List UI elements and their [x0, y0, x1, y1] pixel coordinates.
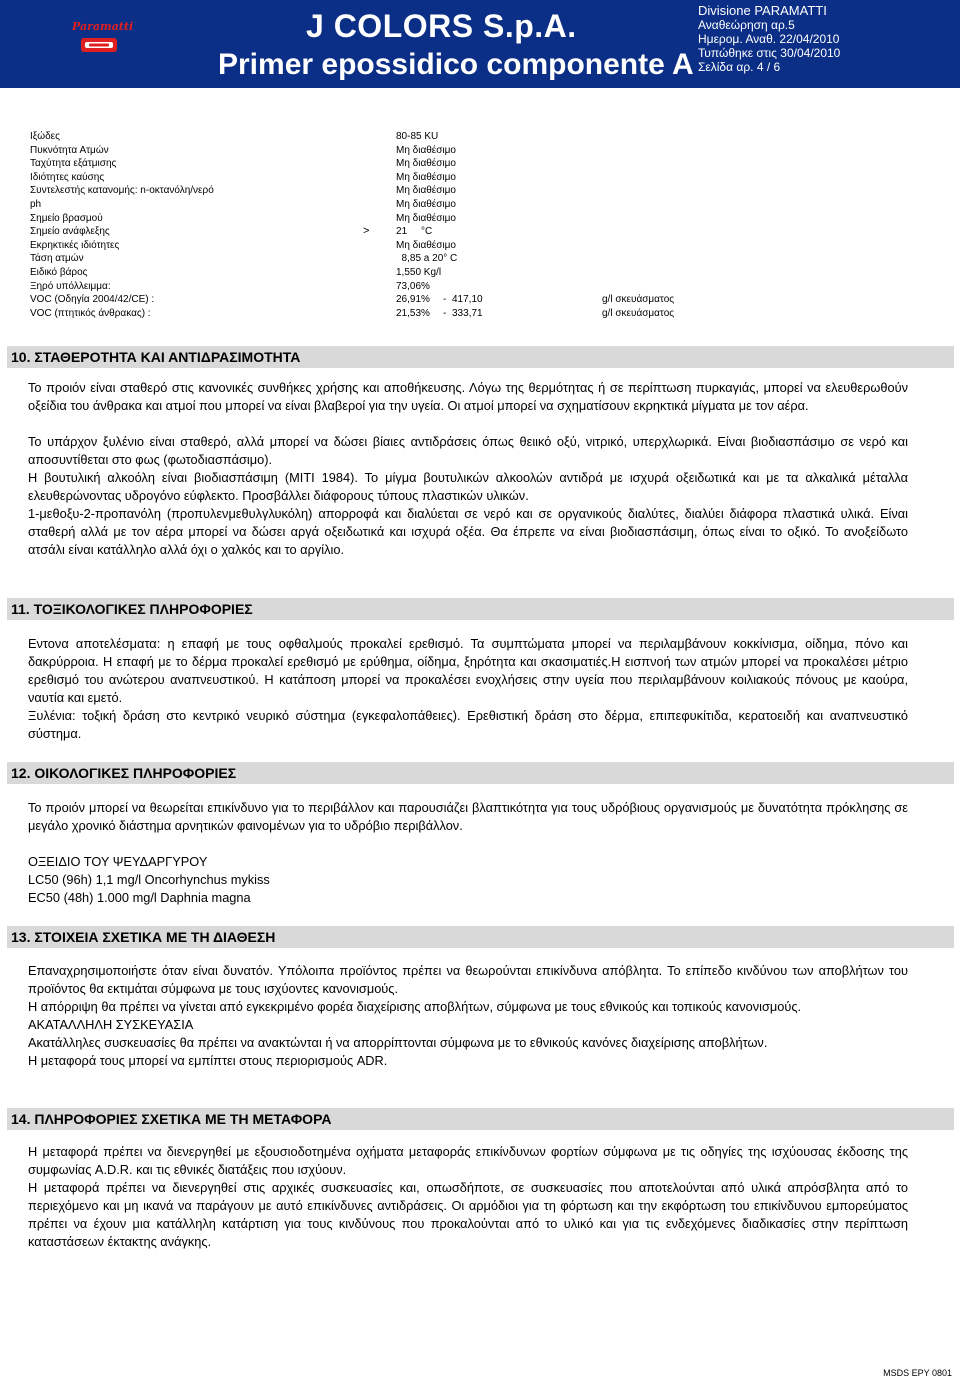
- section-13-title: 13. ΣΤΟΙΧΕΙΑ ΣΧΕΤΙΚΑ ΜΕ ΤΗ ΔΙΑΘΕΣΗ: [7, 926, 954, 948]
- property-comparator: >: [363, 225, 370, 238]
- property-value: 21 °C: [396, 226, 433, 238]
- section-14-paragraph-2: Η μεταφορά πρέπει να διενεργηθεί στις αρχικές συσκευασίες και, οπωσδήποτε, σε συσκευασίες που αποτελούνται από υλικά απρόσβλητα από το περιεχόμενο και μη ικανά να παράγουν με αυτό επικίνδυνες αντιδράσεις. Οι αρμόδιοι για τη φόρτωση και την εκφόρτωση του επικίνδυνου εμπορεύματος πρέπει να έχουν μια κατάλληλη κατάρτιση για τους κινδύνους που προκαλούνται από το υλικό και για τις ενδεχόμενες διαδικασίες στην περίπτωση καταστάσεων έκτακτης ανάγκης.: [28, 1180, 908, 1249]
- property-value: Μη διαθέσιμο: [396, 185, 456, 197]
- property-label: Σημείο βρασμού: [30, 212, 103, 224]
- property-value: Μη διαθέσιμο: [396, 144, 456, 156]
- company-name: J COLORS S.p.A.: [306, 8, 577, 44]
- section-10-paragraph-4: 1-μεθοξυ-2-προπανόλη (προπυλενμεθυλγλυκόλη) απορροφά και διαλύεται σε νερό και σε οργανικούς διαλύτες, διαλύει διάφορα πλαστικά υλικά. Είναι σταθερή αλλά με τον αέρα μπορεί να δώσει αργά οξειδωτικά και ισχυρά οξέα. Θα έπρεπε να είναι βιοδιασπάσιμη, όπως είναι το οξικό. Το ανοξείδωτο ατσάλι είναι κατάλληλο αλλά όχι ο χαλκός και το αργίλιο.: [28, 506, 908, 557]
- document-meta: [698, 4, 840, 74]
- section-14-paragraph-1: Η μεταφορά πρέπει να διενεργηθεί με εξουσιοδοτημένα οχήματα μεταφοράς επικίνδυνων φορτίων σύμφωνα με τις οδηγίες της ισχύουσας έκδοσης της συμφωνίας A.D.R. και τις εθνικές διατάξεις που ισχύουν.: [28, 1144, 908, 1177]
- property-label: Τάση ατμών: [30, 253, 84, 265]
- section-13-paragraph-4: Η μεταφορά τους μπορεί να εμπίπτει στους περιορισμούς ADR.: [28, 1053, 388, 1068]
- section-11-paragraph-2: Ξυλένια: τοξική δράση στο κεντρικό νευρικό σύστημα (εγκεφαλοπάθειες). Ερεθιστική δράση στο δέρμα, επιπεφυκίτιδα, κερατοειδή και αναπνευστικό σύστημα.: [28, 708, 908, 741]
- section-10-body: [28, 379, 908, 559]
- property-row: [30, 225, 730, 239]
- page-header: [0, 0, 960, 88]
- page-number: Σελίδα αρ. 4 / 6: [698, 60, 781, 74]
- property-unit: g/l σκευάσματος: [602, 294, 675, 306]
- section-13-paragraph-3: Ακατάλληλες συσκευασίες θα πρέπει να ανακτώνται ή να απορρίπτονται σύμφωνα με το εθνικούς κανόνες διαχείρισης αποβλήτων.: [28, 1035, 768, 1050]
- property-value: Μη διαθέσιμο: [396, 198, 456, 210]
- property-label: Συντελεστής κατανομής: n-οκτανόλη/νερό: [30, 185, 214, 197]
- section-13-body: [28, 962, 908, 1070]
- property-value: 21,53%: [396, 307, 430, 319]
- property-value: Μη διαθέσιμο: [396, 212, 456, 224]
- property-label: Ιδιότητες καύσης: [30, 171, 105, 183]
- property-row: [30, 171, 730, 185]
- ecotox-substance: ΟΞΕΙΔΙΟ ΤΟΥ ΨΕΥΔΑΡΓΥΡΟΥ: [28, 854, 208, 869]
- logo-wordmark: Paramatti: [72, 20, 134, 33]
- section-10-paragraph-2: Το υπάρχον ξυλένιο είναι σταθερό, αλλά μπορεί να δώσει βίαιες αντιδράσεις όπως θειικό οξύ, νιτρικό, υπερχλωρικά. Είναι βιοδιασπάσιμο σε νερό και αποσυντίθεται στο φως (φωτοδιασπάσιμο).: [28, 434, 908, 467]
- property-value: 80-85 KU: [396, 131, 439, 142]
- section-13-paragraph-1: Επαναχρησιμοποιήστε όταν είναι δυνατόν. Υπόλοιπα προϊόντος πρέπει να θεωρούνται επικίνδυνα απόβλητα. Το επίπεδο κινδύνου των αποβλήτων του προϊόντος θα εκτιμάται σύμφωνα με τους ισχύοντες κανονισμούς.: [28, 963, 908, 996]
- property-label: Ξηρό υπόλλειμμα:: [30, 280, 111, 292]
- section-11-paragraph-1: Εντονα αποτελέσματα: η επαφή με τους οφθαλμούς προκαλεί ερεθισμό. Τα συμπτώματα μπορεί να περιλαμβάνουν κοκκίνισμα, οίδημα, πόνο και δακρύρροια. Η επαφή με το δέρμα προκαλεί ερεθισμό με ερύθημα, οίδημα, ξηρότητα και σκασιματιές.Η εισπνοή των ατμών μπορεί να προκαλέσει μέτριο ερεθισμό του ανώτερου αναπνευστικού. Η κατάποση μπορεί να προκαλέσει ενοχλήσεις στην υγεία που περιλαμβάνουν κοιλιακούς πόνους με καούρα, ναυτία και εμετό.: [28, 636, 908, 705]
- property-value: 1,550 Kg/l: [396, 266, 442, 278]
- property-label: Ιξώδες: [30, 131, 60, 142]
- section-14-body: [28, 1143, 908, 1251]
- section-10-paragraph-1: Το προιόν είναι σταθερό στις κανονικές συνθήκες χρήσης και αποθήκευσης. Λόγω της θερμότητας ή σε περίπτωση πυρκαγιάς, μπορεί να ελευθερωθούν οξείδια του άνθρακα και ατμοί που μπορεί να είναι βλαβεροί για την υγεία. Οι ατμοί μπορεί να σχηματίσουν εκρηκτικά μίγματα με τον αέρα.: [28, 380, 908, 413]
- section-11-body: [28, 635, 908, 743]
- property-label: Σημείο ανάφλεξης: [30, 226, 110, 238]
- section-12-body: [28, 799, 908, 907]
- brand-logo: [72, 18, 134, 58]
- property-row: [30, 307, 730, 321]
- property-separator: -: [443, 294, 447, 306]
- property-label: Ταχύτητα εξάτμισης: [30, 158, 117, 170]
- section-13-paragraph-2: Η απόρριψη θα πρέπει να γίνεται από εγκεκριμένο φορέα διαχείρισης αποβλήτων, σύμφωνα με τους εθνικούς και τοπικούς κανονισμούς.: [28, 999, 802, 1014]
- section-13-subheading: ΑΚΑΤΑΛΛΗΛΗ ΣΥΣΚΕΥΑΣΙΑ: [28, 1017, 194, 1032]
- property-value: 26,91%: [396, 294, 430, 306]
- property-value-secondary: 333,71: [452, 307, 483, 319]
- revision-number: Αναθεώρηση αρ.5: [698, 18, 795, 32]
- print-date: Τυπώθηκε στις 30/04/2010: [698, 46, 841, 60]
- section-11-title: 11. ΤΟΞΙΚΟΛΟΓΙΚΕΣ ΠΛΗΡΟΦΟΡΙΕΣ: [7, 598, 954, 620]
- property-value: Μη διαθέσιμο: [396, 239, 456, 251]
- property-row: [30, 198, 730, 212]
- property-value-secondary: 417,10: [452, 294, 483, 306]
- property-label: VOC (πτητικός άνθρακας) :: [30, 307, 151, 319]
- property-value: Μη διαθέσιμο: [396, 158, 456, 170]
- property-row: [30, 239, 730, 253]
- property-row: [30, 144, 730, 158]
- section-12-paragraph-1: Το προιόν μπορεί να θεωρείται επικίνδυνο για το περιβάλλον και παρουσιάζει βλαπτικότητα για τους υδρόβιους οργανισμούς με δυνατότητα πρόκλησης σε μεγάλο χρονικό διάστημα αρνητικών φαινομένων για το υδρόβιο περιβάλλον.: [28, 800, 908, 833]
- property-row: [30, 266, 730, 280]
- property-value: 73,06%: [396, 280, 430, 292]
- division-name: Divisione PARAMATTI: [698, 3, 827, 18]
- property-row: [30, 293, 730, 307]
- property-row: [30, 157, 730, 171]
- property-label: VOC (Οδηγία 2004/42/CE) :: [30, 294, 155, 306]
- property-row: [30, 184, 730, 198]
- section-10-title: 10. ΣΤΑΘΕΡΟΤΗΤΑ ΚΑΙ ΑΝΤΙΔΡΑΣΙΜΟΤΗΤΑ: [7, 346, 954, 368]
- property-label: Ειδικό βάρος: [30, 266, 88, 278]
- property-value: Μη διαθέσιμο: [396, 171, 456, 183]
- property-value: 8,85 a 20° C: [396, 253, 458, 265]
- property-row: [30, 212, 730, 226]
- property-row: [30, 252, 730, 266]
- ecotox-lc50: LC50 (96h) 1,1 mg/l Oncorhynchus mykiss: [28, 872, 270, 887]
- section-14-title: 14. ΠΛΗΡΟΦΟΡΙΕΣ ΣΧΕΤΙΚΑ ΜΕ ΤΗ ΜΕΤΑΦΟΡΑ: [7, 1108, 954, 1130]
- property-row: [30, 280, 730, 294]
- property-label: ph: [30, 198, 42, 210]
- product-name: Primer epossidico componente A: [218, 48, 694, 81]
- property-row: [30, 130, 730, 144]
- ecotox-ec50: EC50 (48h) 1.000 mg/l Daphnia magna: [28, 890, 251, 905]
- property-separator: -: [443, 307, 447, 319]
- property-label: Εκρηκτικές ιδιότητες: [30, 239, 120, 251]
- section-12-title: 12. ΟΙΚΟΛΟΓΙΚΕΣ ΠΛΗΡΟΦΟΡΙΕΣ: [7, 762, 954, 784]
- document-code: MSDS EPY 0801: [883, 1368, 952, 1378]
- property-label: Πυκνότητα Ατμών: [30, 144, 109, 156]
- section-10-paragraph-3: Η βουτυλική αλκοόλη είναι βιοδιασπάσιμη (MITI 1984). Το μίγμα βουτυλικών αλκοολών αντιδρά με ισχυρά οξειδωτικά και με τα αλκαλικά μέταλλα ελευθερώνοντας υδρογόνο εύφλεκτο. Προσβάλλει διάφορους τύπους πλαστικών υλικών.: [28, 470, 908, 503]
- physical-properties-table: [30, 130, 730, 320]
- logo-emblem-icon: [80, 36, 118, 54]
- property-unit: g/l σκευάσματος: [602, 307, 675, 319]
- revision-date: Ημερομ. Αναθ. 22/04/2010: [698, 32, 840, 46]
